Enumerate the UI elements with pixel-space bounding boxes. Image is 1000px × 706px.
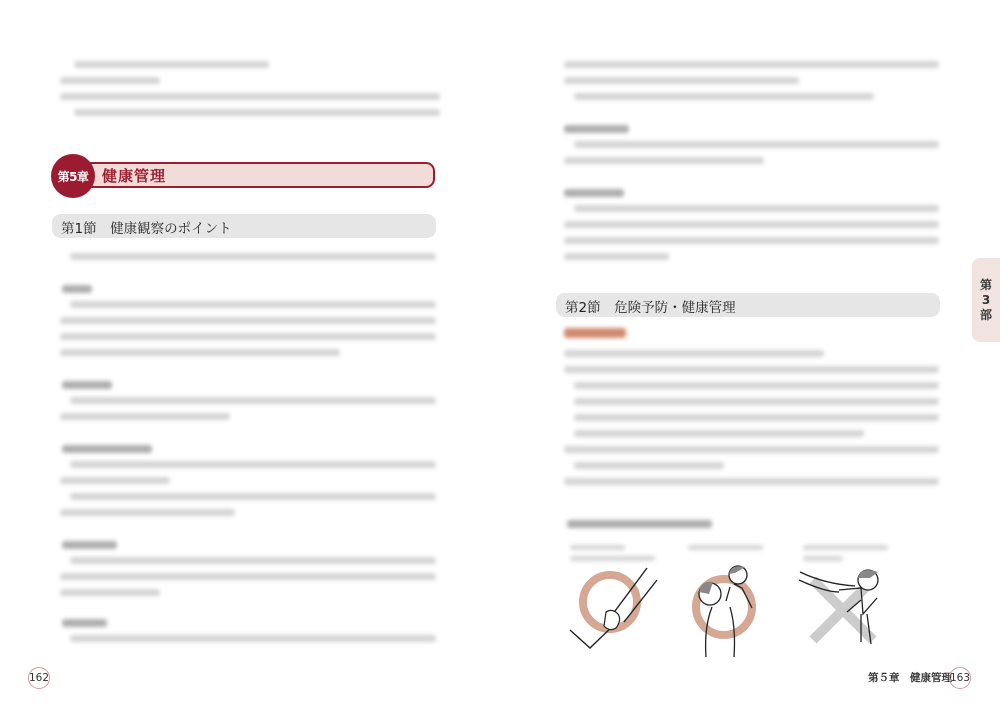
body-text-line (70, 461, 436, 468)
body-text-line (60, 349, 340, 356)
body-text-line (564, 221, 939, 228)
body-text-line (74, 61, 269, 68)
body-text-line (60, 317, 436, 324)
body-text-line (564, 253, 669, 260)
figure-caption (567, 520, 712, 528)
body-text-line (564, 366, 939, 373)
section-title: 第2節 危険予防・健康管理 (565, 300, 736, 316)
body-text-line (564, 446, 939, 453)
section-heading-bar (52, 214, 436, 238)
figure-note (688, 545, 763, 550)
subheading (564, 125, 629, 133)
body-text-line (564, 237, 939, 244)
chapter-badge (51, 154, 95, 198)
body-text-line (574, 205, 939, 212)
body-text-line (574, 382, 939, 389)
subheading (62, 541, 117, 549)
chapter-title: 健康管理 (102, 167, 167, 185)
body-text-line (564, 77, 799, 84)
body-text-line (70, 397, 436, 404)
subheading (564, 189, 624, 197)
body-text-line (74, 109, 440, 116)
body-text-line (60, 93, 440, 100)
body-text-line (60, 509, 235, 516)
body-text-line (70, 493, 436, 500)
body-text-line (564, 157, 764, 164)
body-text-line (60, 333, 436, 340)
body-text-line (574, 398, 939, 405)
holding-hands-illustration (562, 560, 672, 660)
body-text-line (574, 141, 939, 148)
subheading (62, 445, 152, 453)
page-number-right: 163 (949, 667, 971, 689)
page-number-left: 162 (28, 667, 50, 689)
body-text-line (564, 61, 939, 68)
body-text-line (70, 635, 436, 642)
numbered-subheading (564, 328, 626, 338)
body-text-line (564, 478, 939, 485)
body-text-line (60, 573, 436, 580)
body-text-line (60, 77, 160, 84)
intro-text-line (70, 253, 436, 260)
body-text-line (60, 413, 230, 420)
body-text-line (70, 557, 436, 564)
pulling-child-arm-illustration (795, 560, 905, 660)
body-text-line (574, 430, 864, 437)
body-text-line (574, 93, 874, 100)
subheading (62, 381, 112, 389)
body-text-line (60, 589, 160, 596)
subheading (62, 619, 107, 627)
figure-note (570, 545, 625, 550)
section-title: 第1節 健康観察のポイント (61, 221, 232, 237)
chapter-badge-label: 第5章 (57, 169, 89, 184)
body-text-line (70, 301, 436, 308)
part-tab: 第 3 部 (972, 258, 1000, 342)
subheading (62, 285, 92, 293)
body-text-line (564, 350, 824, 357)
body-text-line (60, 477, 170, 484)
body-text-line (574, 462, 724, 469)
running-footer: 第５章 健康管理 (868, 672, 952, 684)
body-text-line (574, 414, 939, 421)
chapter-title-bar (72, 162, 435, 188)
figure-note (803, 545, 888, 550)
adult-lifting-child-illustration (682, 557, 772, 657)
section-heading-bar (556, 293, 940, 317)
